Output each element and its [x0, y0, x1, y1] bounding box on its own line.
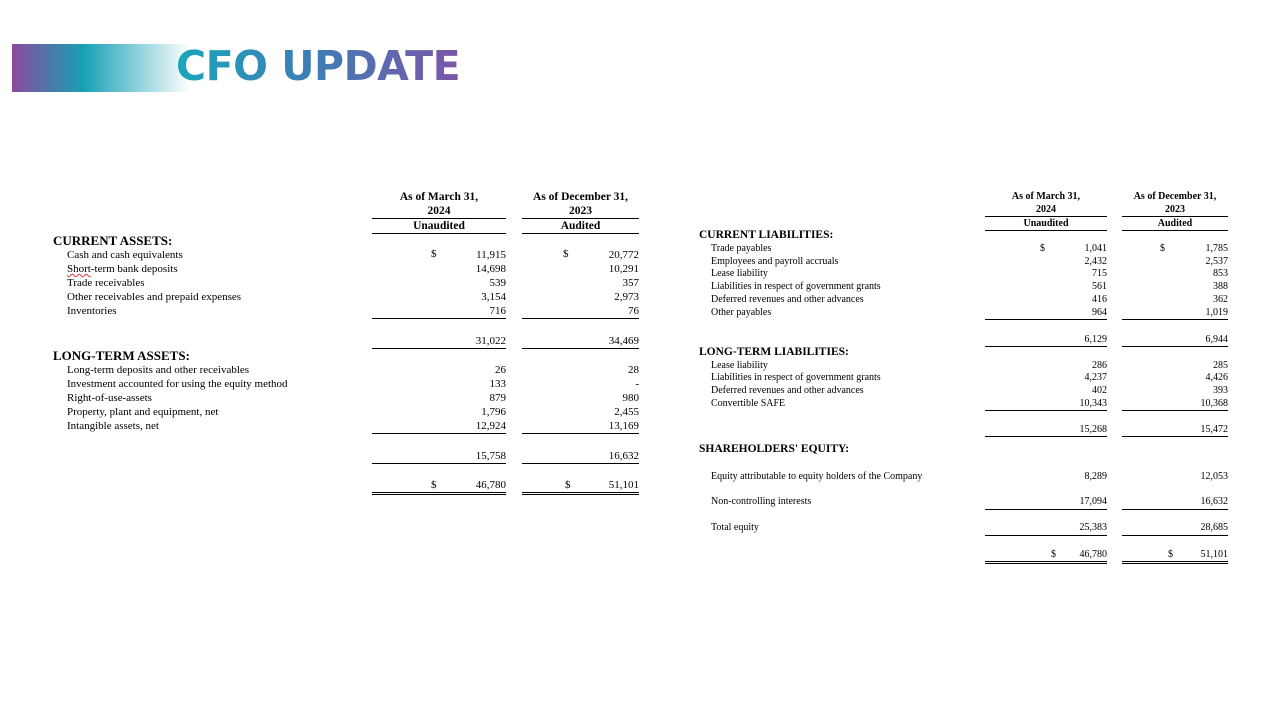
- value-2024: 716: [489, 305, 506, 317]
- total-rule: [1122, 346, 1228, 347]
- subtotal-rule: [985, 509, 1107, 510]
- row-label: Convertible SAFE: [711, 398, 786, 409]
- liabilities-col2-date: As of December 31,: [1133, 191, 1217, 202]
- title-gradient-banner: [12, 44, 190, 92]
- row-label: Other payables: [711, 307, 772, 318]
- total-rule: [985, 436, 1107, 437]
- value-2023: 16,632: [1200, 496, 1228, 507]
- value-2023: 388: [1213, 281, 1228, 292]
- shareholders-equity-heading: SHAREHOLDERS' EQUITY:: [699, 443, 850, 455]
- current-liabilities-total-2024: 6,129: [1084, 334, 1107, 345]
- value-2023: 10,291: [608, 263, 639, 275]
- longterm-assets-total-2023: 16,632: [608, 450, 639, 462]
- value-2023: 13,169: [608, 420, 639, 432]
- row-label: Liabilities in respect of government grants: [711, 372, 881, 383]
- current-assets-total-2024: 31,022: [475, 335, 506, 347]
- value-2023: 980: [622, 392, 639, 404]
- row-label: Right-of-use-assets: [67, 392, 152, 404]
- total-rule: [1122, 436, 1228, 437]
- row-label: Non-controlling interests: [711, 496, 812, 507]
- row-label: Short-term bank deposits: [67, 263, 178, 275]
- subtotal-rule: [1122, 509, 1228, 510]
- value-2024: 17,094: [1079, 496, 1107, 507]
- row-label: Liabilities in respect of government grants: [711, 281, 881, 292]
- row-label: Deferred revenues and other advances: [711, 294, 864, 305]
- subtotal-rule: [522, 433, 639, 434]
- value-2023: 20,772: [608, 249, 639, 261]
- total-assets-2024: 46,780: [475, 479, 506, 491]
- total-rule: [985, 346, 1107, 347]
- total-liabilities-equity-2024: 46,780: [1079, 549, 1107, 560]
- row-label: Investment accounted for using the equity method: [67, 378, 288, 390]
- currency-symbol: $: [431, 479, 437, 491]
- total-rule: [522, 348, 639, 349]
- value-2023: 76: [628, 305, 639, 317]
- total-liabilities-equity-2023: 51,101: [1200, 549, 1228, 560]
- assets-col1-year: 2024: [427, 205, 451, 217]
- row-label: Property, plant and equipment, net: [67, 406, 219, 418]
- subtotal-rule: [372, 318, 506, 319]
- liabilities-col2-status: Audited: [1122, 216, 1228, 231]
- value-2024: 539: [489, 277, 506, 289]
- liabilities-col1-header: [985, 190, 1107, 231]
- currency-symbol: $: [563, 248, 569, 260]
- value-2024: 964: [1092, 307, 1107, 318]
- current-liabilities-total-2023: 6,944: [1205, 334, 1228, 345]
- value-2024: 26: [495, 364, 506, 376]
- value-2023: 285: [1213, 360, 1228, 371]
- value-2024: 10,343: [1079, 398, 1107, 409]
- value-2024: 286: [1092, 360, 1107, 371]
- value-2023: 362: [1213, 294, 1228, 305]
- total-assets-2023: 51,101: [608, 479, 639, 491]
- row-label: Cash and cash equivalents: [67, 249, 183, 261]
- assets-col2-header: [522, 190, 639, 234]
- value-2023: 2,455: [614, 406, 639, 418]
- longterm-liabilities-total-2024: 15,268: [1079, 424, 1107, 435]
- row-label: Total equity: [711, 522, 759, 533]
- assets-col1-header: [372, 190, 506, 234]
- currency-symbol: $: [1051, 549, 1056, 560]
- assets-col2-year: 2023: [569, 205, 592, 217]
- value-2024: 561: [1092, 281, 1107, 292]
- value-2024: 14,698: [475, 263, 506, 275]
- total-rule: [522, 463, 639, 464]
- assets-col1-status: Unaudited: [372, 218, 506, 234]
- value-2023: 28,685: [1200, 522, 1228, 533]
- value-2023: 12,053: [1200, 471, 1228, 482]
- value-2023: 2,973: [614, 291, 639, 303]
- row-label: Trade payables: [711, 243, 772, 254]
- grand-total-double-rule: [372, 492, 506, 495]
- currency-symbol: $: [565, 479, 571, 491]
- value-2024: 715: [1092, 268, 1107, 279]
- value-2023: 853: [1213, 268, 1228, 279]
- longterm-assets-heading: LONG-TERM ASSETS:: [53, 348, 190, 363]
- subtotal-rule: [1122, 319, 1228, 320]
- value-2024: 879: [489, 392, 506, 404]
- row-label: Deferred revenues and other advances: [711, 385, 864, 396]
- spellcheck-word: Short: [67, 263, 91, 275]
- total-rule: [985, 535, 1107, 536]
- subtotal-rule: [372, 433, 506, 434]
- currency-symbol: $: [1040, 243, 1045, 254]
- total-rule: [1122, 535, 1228, 536]
- total-rule: [372, 463, 506, 464]
- currency-symbol: $: [1160, 243, 1165, 254]
- value-2024: 416: [1092, 294, 1107, 305]
- value-2024: 25,383: [1079, 522, 1107, 533]
- value-2023: -: [635, 378, 639, 390]
- subtotal-rule: [985, 319, 1107, 320]
- value-2023: 4,426: [1205, 372, 1228, 383]
- row-label: Intangible assets, net: [67, 420, 159, 432]
- subtotal-rule: [1122, 410, 1228, 411]
- row-label: Employees and payroll accruals: [711, 256, 839, 267]
- row-label: Trade receivables: [67, 277, 145, 289]
- value-2024: 133: [489, 378, 506, 390]
- row-label: Lease liability: [711, 360, 768, 371]
- page-title: CFO UPDATE: [176, 42, 461, 90]
- row-label: Inventories: [67, 305, 117, 317]
- longterm-liabilities-total-2023: 15,472: [1200, 424, 1228, 435]
- value-2024: 11,915: [476, 249, 506, 261]
- liabilities-col2-year: 2023: [1165, 204, 1185, 215]
- value-2024: 402: [1092, 385, 1107, 396]
- value-2024: 1,041: [1084, 243, 1107, 254]
- value-2024: 4,237: [1084, 372, 1107, 383]
- assets-col2-status: Audited: [522, 218, 639, 234]
- value-2024: 3,154: [481, 291, 506, 303]
- subtotal-rule: [985, 410, 1107, 411]
- value-2023: 357: [622, 277, 639, 289]
- value-2023: 1,785: [1205, 243, 1228, 254]
- row-label: Lease liability: [711, 268, 768, 279]
- current-liabilities-heading: CURRENT LIABILITIES:: [699, 229, 834, 241]
- value-2024: 8,289: [1084, 471, 1107, 482]
- total-rule: [372, 348, 506, 349]
- longterm-assets-total-2024: 15,758: [475, 450, 506, 462]
- value-2024: 12,924: [475, 420, 506, 432]
- grand-total-double-rule: [522, 492, 639, 495]
- grand-total-double-rule: [1122, 561, 1228, 564]
- row-label: Long-term deposits and other receivables: [67, 364, 250, 376]
- value-2023: 28: [628, 364, 639, 376]
- value-2023: 10,368: [1200, 398, 1228, 409]
- assets-col1-date: As of March 31,: [399, 191, 479, 203]
- currency-symbol: $: [1168, 549, 1173, 560]
- value-2023: 1,019: [1205, 307, 1228, 318]
- value-2023: 393: [1213, 385, 1228, 396]
- grand-total-double-rule: [985, 561, 1107, 564]
- current-assets-total-2023: 34,469: [608, 335, 639, 347]
- liabilities-col1-date: As of March 31,: [1011, 191, 1081, 202]
- longterm-liabilities-heading: LONG-TERM LIABILITIES:: [699, 346, 849, 358]
- currency-symbol: $: [431, 248, 437, 260]
- liabilities-col2-header: [1122, 190, 1228, 231]
- value-2024: 1,796: [481, 406, 506, 418]
- value-2024: 2,432: [1084, 256, 1107, 267]
- liabilities-col1-year: 2024: [1036, 204, 1056, 215]
- assets-col2-date: As of December 31,: [533, 191, 628, 203]
- subtotal-rule: [522, 318, 639, 319]
- row-label: Equity attributable to equity holders of the Company: [711, 471, 923, 482]
- liabilities-col1-status: Unaudited: [985, 216, 1107, 231]
- value-2023: 2,537: [1205, 256, 1228, 267]
- row-label: Other receivables and prepaid expenses: [67, 291, 242, 303]
- current-assets-heading: CURRENT ASSETS:: [53, 233, 173, 248]
